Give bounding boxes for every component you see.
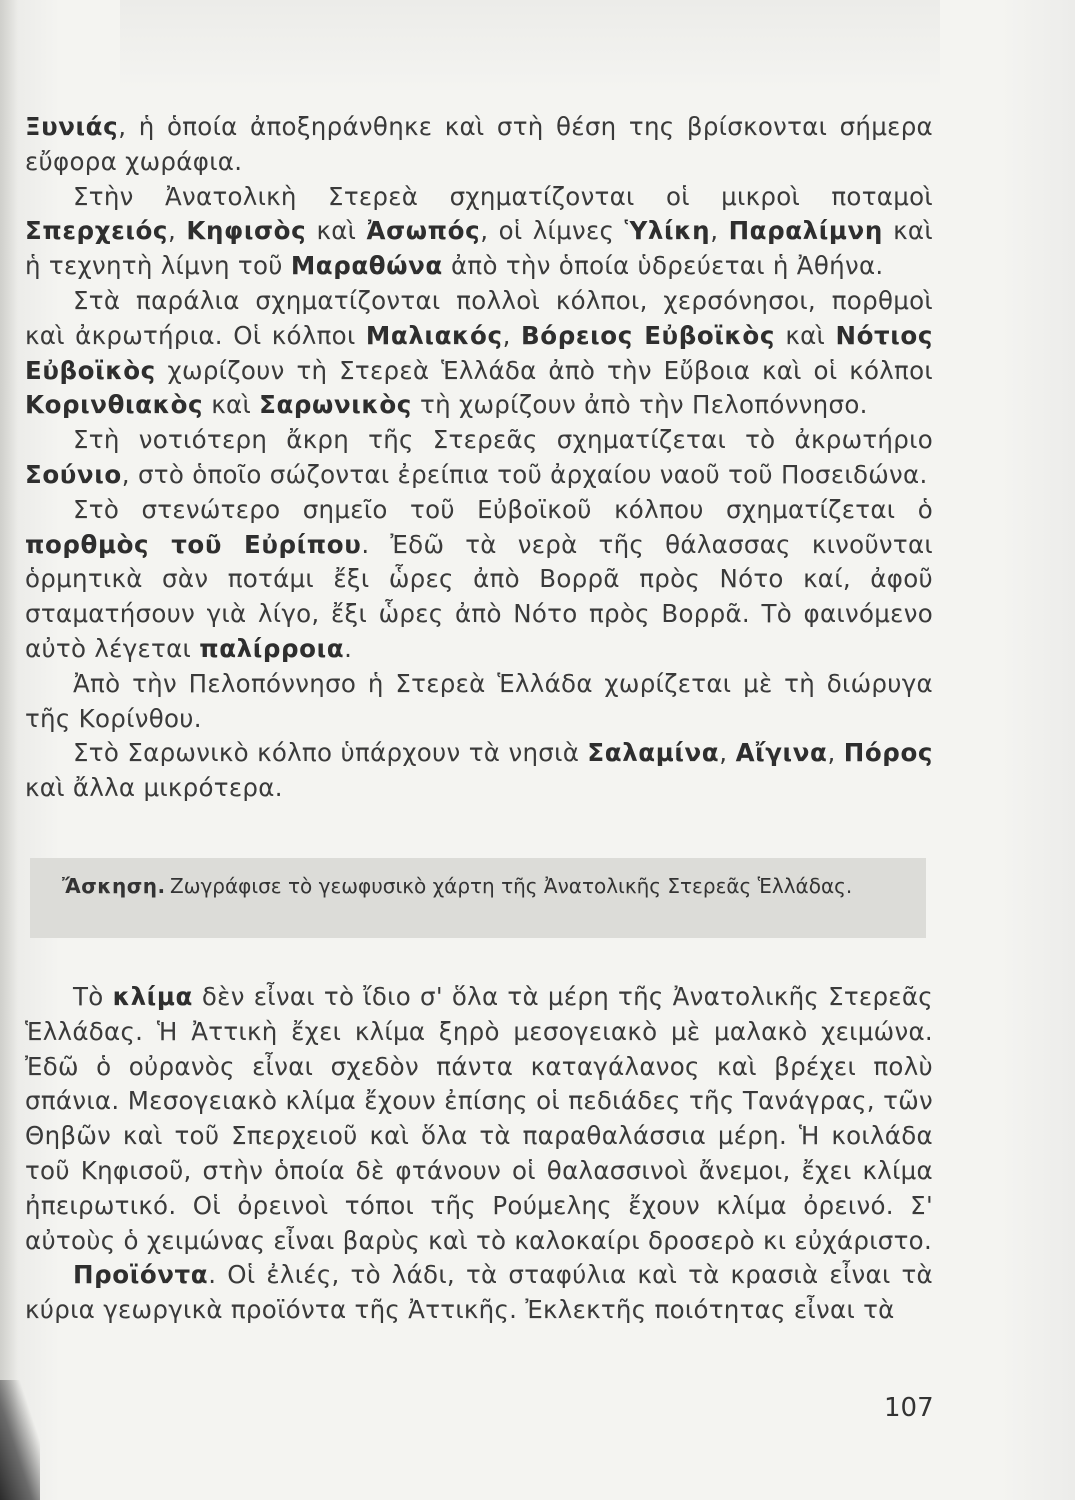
bold-term: Αἴγινα [735,738,828,768]
text-run: , [168,216,187,246]
page-gutter-shadow [0,0,18,1500]
bold-term: Σαρωνικὸς [259,390,412,420]
text-run: Στὴ νοτιότερη ἄκρη τῆς Στερεᾶς σχηματίζεται τὸ ἀκρωτήριο [73,425,933,455]
bold-term: πορθμὸς τοῦ Εὐρίπου [25,529,362,559]
bold-term: κλίμα [112,982,193,1011]
text-run: Στὴν Ἀνατολικὴ Στερεὰ σχηματίζονται οἱ μικροὶ ποταμοὶ [73,181,933,211]
text-run: Στὸ Σαρωνικὸ κόλπο ὑπάρχουν τὰ νησιὰ [73,738,588,768]
text-run: , [827,738,844,768]
bold-term: Μαραθώνα [290,251,443,281]
paragraph [25,667,933,737]
page-bleed-through [120,0,940,90]
paragraph [25,493,933,667]
text-run: , [502,320,522,350]
exercise-label: Ἄσκηση. [62,874,166,898]
text-run: Τὸ [73,982,113,1011]
paragraph [25,1258,933,1328]
text-run: Στὸ στενώτερο σημεῖο τοῦ Εὐβοϊκοῦ κόλπου σχηματίζεται ὁ [73,494,933,524]
exercise-text: Ζωγράφισε τὸ γεωφυσικὸ χάρτη τῆς Ἀνατολικῆς Στερεᾶς Ἑλλάδας. [170,874,853,898]
text-run: καὶ ἄλλα μικρότερα. [25,773,283,803]
paragraph [25,736,933,806]
bold-term: Νότιος Εὐβοϊκὸς [25,320,933,385]
text-run: . Οἱ ἐλιές, τὸ λάδι, τὰ σταφύλια καὶ τὰ κρασιὰ εἶναι τὰ κύρια γεωργικὰ προϊόντα τῆς Ἀττικῆς. Ἐκλεκτῆς ποιότητας εἶναι τὰ [25,1260,933,1325]
text-run: χωρίζουν τὴ Στερεὰ Ἑλλάδα ἀπὸ τὴν Εὔβοια καὶ οἱ κόλποι [155,355,933,385]
text-run: , ἡ ὁποία ἀποξηράνθηκε καὶ στὴ θέση της βρίσκονται σήμερα εὔφορα χωράφια. [25,112,933,176]
text-run: καὶ ἡ τεχνητὴ λίμνη τοῦ [25,216,933,281]
bold-term: Σπερχειός [25,216,169,246]
bold-term: Κορινθιακὸς [25,390,204,420]
bold-term: Ξυνιάς [25,112,119,141]
bold-term: Σαλαμίνα [587,738,720,768]
bold-term: Κηφισὸς [186,216,307,246]
main-text-lower [25,980,933,1328]
bold-term: Μαλιακός [365,320,503,350]
main-text-upper [25,110,933,806]
paragraph [25,110,933,180]
text-run: δὲν εἶναι τὸ ἴδιο σ' ὅλα τὰ μέρη τῆς Ἀνατολικῆς Στερεᾶς Ἑλλάδας. Ἡ Ἀττικὴ ἔχει κλίμα ξηρὸ μεσογειακὸ μὲ μαλακὸ χειμώνα. Ἐδῶ ὁ οὐρανὸς εἶναι σχεδὸν πάντα καταγάλανος καὶ βρέχει πολὺ σπάνια. Μεσογειακὸ κλίμα ἔχουν ἐπίσης οἱ πεδιάδες τῆς Τανάγρας, τῶν Θηβῶν καὶ τοῦ Σπερχειοῦ καὶ ὅλα τὰ παραθαλάσσια μέρη. Ἡ κοιλάδα τοῦ Κηφισοῦ, στὴν ὁποία δὲ φτάνουν οἱ θαλασσινοὶ ἄνεμοι, ἔχει κλίμα ἠπειρωτικό. Οἱ ὀρεινοὶ τόποι τῆς Ρούμελης ἔχουν κλίμα ὀρεινό. Σ' αὐτοὺς ὁ χειμώνας εἶναι βαρὺς καὶ τὸ καλοκαίρι δροσερὸ κι εὐχάριστο. [25,982,933,1255]
text-run: Στὰ παράλια σχηματίζονται πολλοὶ κόλποι, χερσόνησοι, πορθμοὶ καὶ ἀκρωτήρια. Οἱ κόλποι [25,285,933,350]
bold-term: Σούνιο [25,459,122,489]
bold-term: Πόρος [843,738,933,768]
bold-term: Ἀσωπός [366,216,481,246]
text-run: . [344,633,353,663]
bold-term: Ὑλίκη [624,216,711,246]
bold-term: παλίρροια [199,633,345,663]
text-run: ἀπὸ τὴν ὁποία ὑδρεύεται ἡ Ἀθήνα. [442,251,884,281]
bold-term: Προϊόντα [73,1260,209,1290]
text-run: Ἀπὸ τὴν Πελοπόννησο ἡ Στερεὰ Ἑλλάδα χωρίζεται μὲ τὴ διώρυγα τῆς Κορίνθου. [25,668,933,733]
bold-term: Βόρειος Εὐβοϊκὸς [521,320,775,350]
text-run: , [710,216,729,246]
page-corner-shadow [0,1380,40,1500]
page-number: 107 [884,1393,934,1423]
text-run: καὶ [774,320,836,350]
text-run: , [719,738,736,768]
paragraph [25,423,933,493]
bold-term: Παραλίμνη [728,216,883,246]
text-run: . Ἐδῶ τὰ νερὰ τῆς θάλασσας κινοῦνται ὁρμητικὰ σὰν ποτάμι ἔξι ὧρες ἀπὸ Βορρᾶ πρὸς Νότο καί, ἀφοῦ σταματήσουν γιὰ λίγο, ἔξι ὧρες ἀπὸ Νότο πρὸς Βορρᾶ. Τὸ φαινόμενο αὐτὸ λέγεται [25,529,933,663]
paragraph [25,180,933,284]
text-run: καὶ [306,216,367,246]
exercise-box [30,858,926,938]
text-run: , οἱ λίμνες [480,216,625,246]
paragraph [25,284,933,423]
text-run: καὶ [203,390,260,420]
text-run: , στὸ ὁποῖο σώζονται ἐρείπια τοῦ ἀρχαίου ναοῦ τοῦ Ποσειδώνα. [121,459,928,489]
text-run: τὴ χωρίζουν ἀπὸ τὴν Πελοπόννησο. [411,390,868,420]
paragraph [25,980,933,1258]
